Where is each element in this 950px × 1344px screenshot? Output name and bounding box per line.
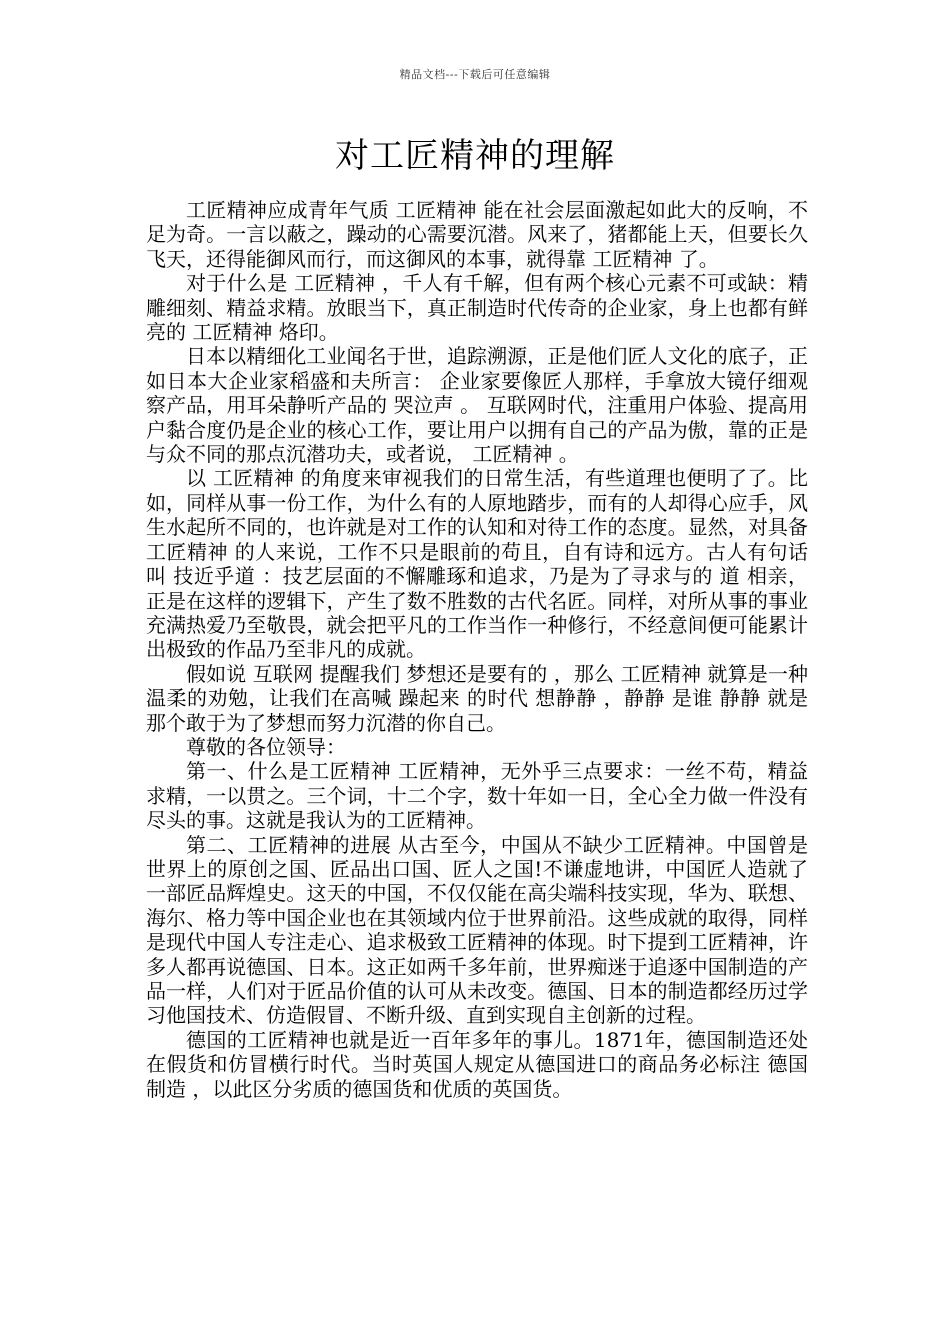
header-note: 精品文档---下载后可任意编辑 xyxy=(399,68,551,81)
document-title: 对工匠精神的理解 xyxy=(335,136,615,176)
paragraph: 对于什么是 工匠精神 ，千人有千解，但有两个核心元素不可或缺：精雕细刻、精益求精。放眼当下，真正制造时代传奇的企业家，身上也都有鲜亮的 工匠精神 烙印。 xyxy=(146,271,808,345)
paragraph: 尊敬的各位领导： xyxy=(186,734,346,759)
document-body xyxy=(146,198,808,1101)
paragraph: 第二、工匠精神的进展 从古至今，中国从不缺少工匠精神。中国曾是世界上的原创之国、匠品出口国、匠人之国!不谦虚地讲，中国匠人造就了一部匠品辉煌史。这天的中国，不仅仅能在高尖端科技实现，华为、联想、海尔、格力等中国企业也在其领域内位于世界前沿。这些成就的取得，同样是现代中国人专注走心、追求极致工匠精神的体现。时下提到工匠精神，许多人都再说德国、日本。这正如两千多年前，世界痴迷于追逐中国制造的产品一样，人们对于匠品价值的认可从未改变。德国、日本的制造都经历过学习他国技术、仿造假冒、不断升级、直到实现自主创新的过程。 xyxy=(146,832,808,1028)
paragraph: 德国的工匠精神也就是近一百年多年的事儿。1871年，德国制造还处在假货和仿冒横行时代。当时英国人规定从德国进口的商品务必标注 德国制造 ，以此区分劣质的德国货和优质的英国货。 xyxy=(146,1027,808,1101)
paragraph: 假如说 互联网 提醒我们 梦想还是要有的 ，那么 工匠精神 就算是一种温柔的劝勉，让我们在高喊 躁起来 的时代 想静静 ，静静 是谁 静静 就是那个敢于为了梦想而努力沉潜的你自己。 xyxy=(146,661,808,735)
paragraph: 工匠精神应成青年气质 工匠精神 能在社会层面激起如此大的反响，不足为奇。一言以蔽之，躁动的心需要沉潜。风来了，猪都能上天，但要长久飞天，还得能御风而行，而这御风的本事，就得靠 工匠精神 了。 xyxy=(146,198,808,271)
paragraph: 日本以精细化工业闻名于世，追踪溯源，正是他们匠人文化的底子，正如日本大企业家稻盛和夫所言： 企业家要像匠人那样，手拿放大镜仔细观察产品，用耳朵静听产品的 哭泣声 。 互联网时代，注重用户体验、提高用户黏合度仍是企业的核心工作，要让用户以拥有自己的产品为傲，靠的正是与众不同的那点沉潜功夫，或者说， 工匠精神 。 xyxy=(146,344,808,467)
paragraph: 以 工匠精神 的角度来审视我们的日常生活，有些道理也便明了了。比如，同样从事一份工作，为什么有的人原地踏步，而有的人却得心应手，风生水起所不同的，也许就是对工作的认知和对待工作的态度。显然，对具备 工匠精神 的人来说，工作不只是眼前的苟且，自有诗和远方。古人有句话叫 技近乎道 ：技艺层面的不懈雕琢和追求，乃是为了寻求与的 道 相亲，正是在这样的逻辑下，产生了数不胜数的古代名匠。同样，对所从事的事业充满热爱乃至敬畏，就会把平凡的工作当作一种修行，不经意间便可能累计出极致的作品乃至非凡的成就。 xyxy=(146,466,808,662)
paragraph: 第一、什么是工匠精神 工匠精神，无外乎三点要求：一丝不苟，精益求精，一以贯之。三个词，十二个字，数十年如一日，全心全力做一件没有尽头的事。这就是我认为的工匠精神。 xyxy=(146,759,808,833)
